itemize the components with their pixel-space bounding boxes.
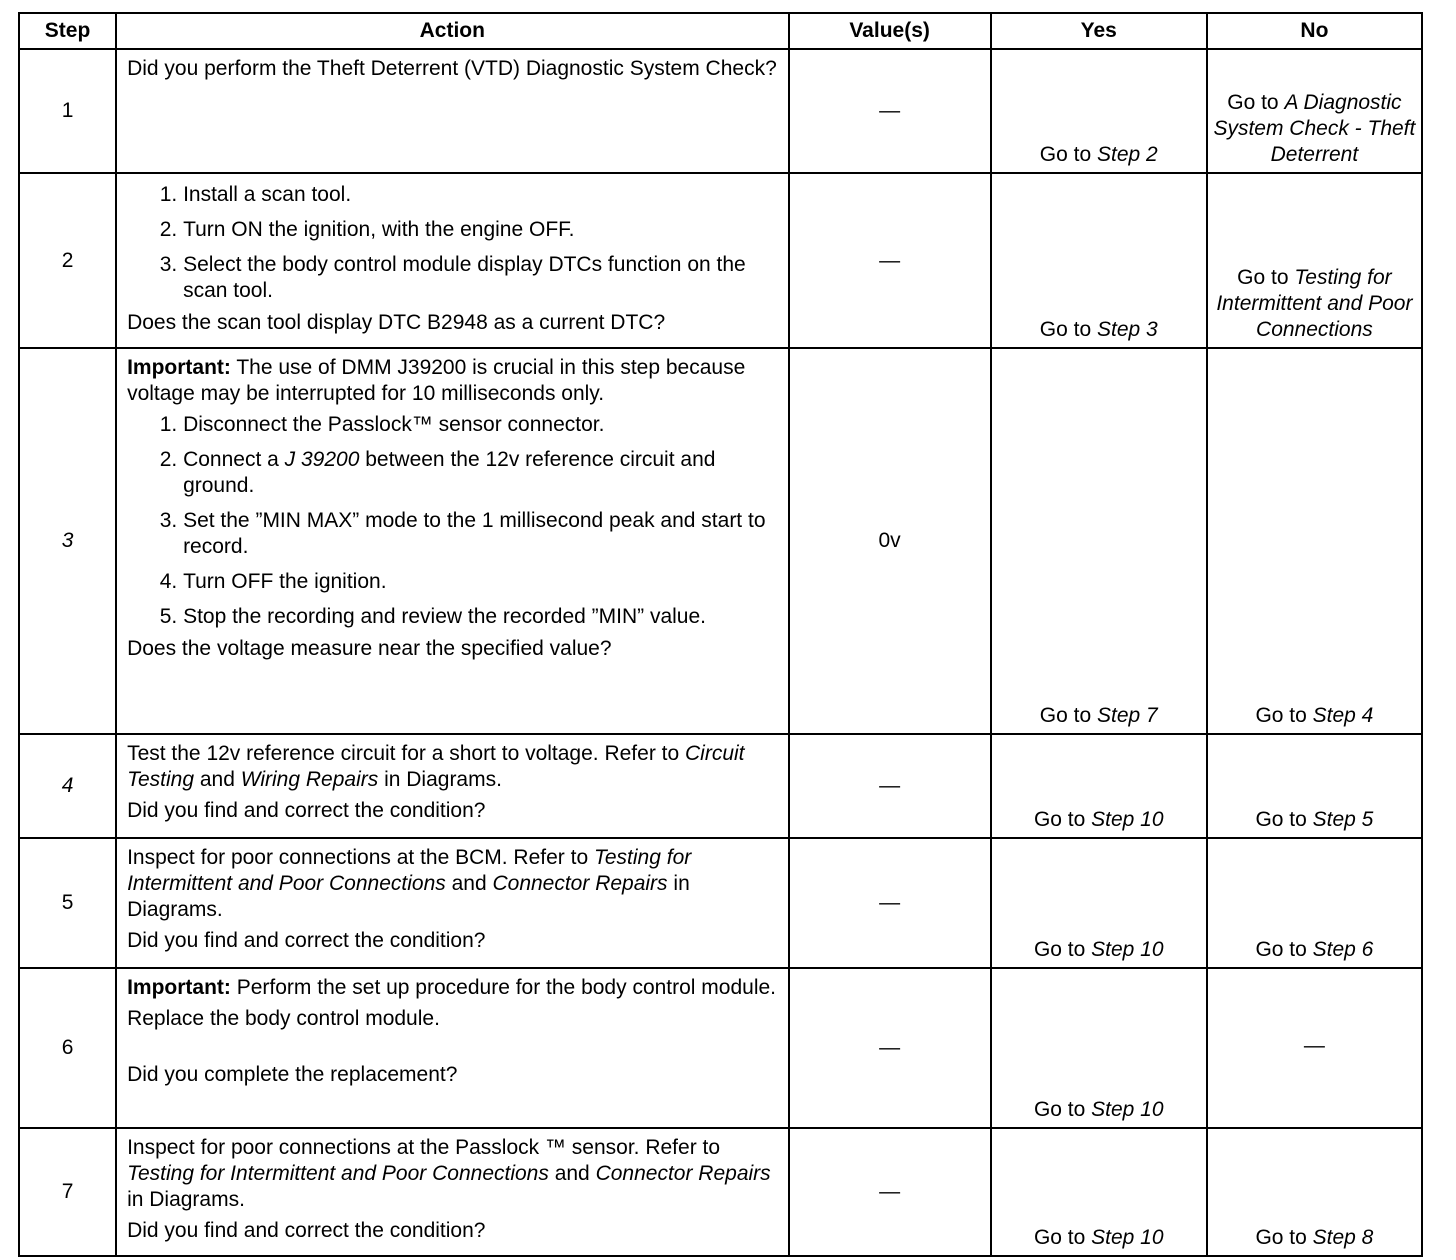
step-number xyxy=(19,348,116,734)
no-prefix: Go to xyxy=(1237,266,1295,289)
diagnostic-table xyxy=(18,12,1423,1257)
header-row xyxy=(19,13,1422,49)
header-values: Value(s) xyxy=(789,13,991,49)
yes-cell xyxy=(991,49,1207,173)
no-prefix: Go to xyxy=(1255,808,1313,831)
action-instruction: Replace the body control module. xyxy=(127,1007,440,1030)
action-cell xyxy=(116,1128,788,1256)
no-cell xyxy=(1207,1128,1422,1256)
procedure-step: 2. Turn ON the ignition, with the engine OFF. xyxy=(183,217,777,243)
procedure-step: 1. Disconnect the Passlock™ sensor connector. xyxy=(183,412,777,438)
yes-step-link[interactable]: Step 10 xyxy=(1091,808,1164,831)
important-note xyxy=(127,355,777,407)
no-link[interactable]: Step 8 xyxy=(1312,1226,1374,1249)
no-cell xyxy=(1207,734,1422,838)
yes-step-link[interactable]: Step 2 xyxy=(1096,143,1158,166)
yes-prefix: Go to xyxy=(1039,318,1097,341)
yes-cell xyxy=(991,1128,1207,1256)
instruction-text: in Diagrams. xyxy=(378,768,502,791)
yes-step-link[interactable]: Step 10 xyxy=(1091,1226,1164,1249)
table-row xyxy=(19,734,1422,838)
action-instruction xyxy=(127,1135,777,1213)
header-step: Step xyxy=(19,13,116,49)
action-question: Did you find and correct the condition? xyxy=(127,929,486,952)
reference-link[interactable]: Connector Repairs xyxy=(492,872,668,895)
yes-cell xyxy=(991,734,1207,838)
header-action: Action xyxy=(116,13,788,49)
yes-cell xyxy=(991,838,1207,968)
table-row xyxy=(19,173,1422,348)
action-cell xyxy=(116,734,788,838)
action-question: Did you perform the Theft Deterrent (VTD) Diagnostic System Check? xyxy=(127,57,777,80)
action-question: Did you find and correct the condition? xyxy=(127,799,486,822)
instruction-text: Test the 12v reference circuit for a short to voltage. Refer to xyxy=(127,742,685,765)
action-question: Does the scan tool display DTC B2948 as a current DTC? xyxy=(127,311,666,334)
procedure-step: 5. Stop the recording and review the recorded ”MIN” value. xyxy=(183,604,777,630)
step-number: 7 xyxy=(19,1128,116,1256)
action-cell xyxy=(116,348,788,734)
instruction-text: and xyxy=(194,768,241,791)
tool-ref: J 39200 xyxy=(284,448,360,471)
action-question: Did you complete the replacement? xyxy=(127,1063,458,1086)
step-number xyxy=(19,734,116,838)
step-number: 2 xyxy=(19,173,116,348)
value-cell: — xyxy=(789,49,991,173)
action-instruction xyxy=(127,845,777,923)
value-cell: — xyxy=(789,968,991,1128)
no-prefix: Go to xyxy=(1255,938,1313,961)
yes-step-link[interactable]: Step 10 xyxy=(1091,1098,1164,1121)
instruction-text: and xyxy=(548,1162,596,1185)
yes-prefix: Go to xyxy=(1033,1098,1092,1121)
value-cell: — xyxy=(789,173,991,348)
yes-step-link[interactable]: Step 7 xyxy=(1096,704,1158,727)
procedure-step xyxy=(183,447,777,499)
instruction-text: Inspect for poor connections at the Passlock ™ sensor. Refer to xyxy=(127,1136,721,1159)
action-cell xyxy=(116,968,788,1128)
no-link[interactable]: Step 5 xyxy=(1312,808,1374,831)
yes-prefix: Go to xyxy=(1039,704,1097,727)
no-link[interactable]: A Diagnostic System Check - Theft Deterrent xyxy=(1213,91,1416,166)
yes-cell xyxy=(991,968,1207,1128)
yes-cell xyxy=(991,348,1207,734)
table-row xyxy=(19,968,1422,1128)
no-link[interactable]: Step 6 xyxy=(1312,938,1374,961)
procedure-step: 3. Select the body control module display DTCs function on the scan tool. xyxy=(183,252,777,304)
action-question: Did you find and correct the condition? xyxy=(127,1219,486,1242)
value-cell: 0v xyxy=(789,348,991,734)
yes-prefix: Go to xyxy=(1039,143,1097,166)
no-link[interactable]: Testing for Intermittent and Poor Connections xyxy=(1216,266,1413,341)
reference-link[interactable]: Circuit Testing xyxy=(127,742,745,791)
action-cell xyxy=(116,173,788,348)
instruction-text: Inspect for poor connections at the BCM. Refer to xyxy=(127,846,594,869)
no-prefix: Go to xyxy=(1255,1226,1313,1249)
value-cell: — xyxy=(789,734,991,838)
reference-link[interactable]: Testing for Intermittent and Poor Connections xyxy=(127,846,692,895)
important-label: Important: xyxy=(127,356,231,379)
instruction-text: in Diagrams. xyxy=(127,872,690,921)
table-row xyxy=(19,838,1422,968)
value-cell: — xyxy=(789,838,991,968)
step-number: 6 xyxy=(19,968,116,1128)
no-prefix: Go to xyxy=(1255,704,1313,727)
no-cell xyxy=(1207,348,1422,734)
procedure-step: 3. Set the ”MIN MAX” mode to the 1 millisecond peak and start to record. xyxy=(183,508,777,560)
header-no: No xyxy=(1207,13,1422,49)
step-number-text: 4 xyxy=(61,774,74,797)
no-cell xyxy=(1207,49,1422,173)
no-prefix: Go to xyxy=(1227,91,1285,114)
yes-step-link[interactable]: Step 10 xyxy=(1091,938,1164,961)
yes-step-link[interactable]: Step 3 xyxy=(1096,318,1158,341)
no-cell: — xyxy=(1207,968,1422,1128)
yes-prefix: Go to xyxy=(1033,938,1092,961)
yes-prefix: Go to xyxy=(1033,1226,1092,1249)
step-number: 1 xyxy=(19,49,116,173)
step-number: 5 xyxy=(19,838,116,968)
no-cell xyxy=(1207,173,1422,348)
action-question: Does the voltage measure near the specified value? xyxy=(127,637,612,660)
important-text: The use of DMM J39200 is crucial in this step because voltage may be interrupted for 10 milliseconds only. xyxy=(127,356,746,405)
table-row xyxy=(19,348,1422,734)
instruction-text: and xyxy=(445,872,493,895)
header-yes: Yes xyxy=(991,13,1207,49)
yes-cell xyxy=(991,173,1207,348)
step-number-text: 3 xyxy=(61,529,74,552)
step-text: Connect a xyxy=(183,448,285,471)
important-text: Perform the set up procedure for the body control module. xyxy=(230,976,777,999)
reference-link[interactable]: Wiring Repairs xyxy=(240,768,379,791)
procedure-step: 4. Turn OFF the ignition. xyxy=(183,569,777,595)
step-text: between the 12v reference circuit and ground. xyxy=(183,448,716,497)
no-cell xyxy=(1207,838,1422,968)
value-cell: — xyxy=(789,1128,991,1256)
table-row xyxy=(19,1128,1422,1256)
no-link[interactable]: Step 4 xyxy=(1312,704,1374,727)
action-instruction xyxy=(127,741,777,793)
action-cell xyxy=(116,838,788,968)
procedure-list xyxy=(127,182,777,304)
procedure-step: 1. Install a scan tool. xyxy=(183,182,777,208)
table-row xyxy=(19,49,1422,173)
action-cell xyxy=(116,49,788,173)
yes-prefix: Go to xyxy=(1033,808,1092,831)
procedure-list xyxy=(127,412,777,630)
important-note xyxy=(127,975,777,1001)
important-label: Important: xyxy=(127,976,231,999)
reference-link[interactable]: Connector Repairs xyxy=(595,1162,771,1185)
instruction-text: in Diagrams. xyxy=(127,1188,245,1211)
reference-link[interactable]: Testing for Intermittent and Poor Connections xyxy=(127,1162,549,1185)
